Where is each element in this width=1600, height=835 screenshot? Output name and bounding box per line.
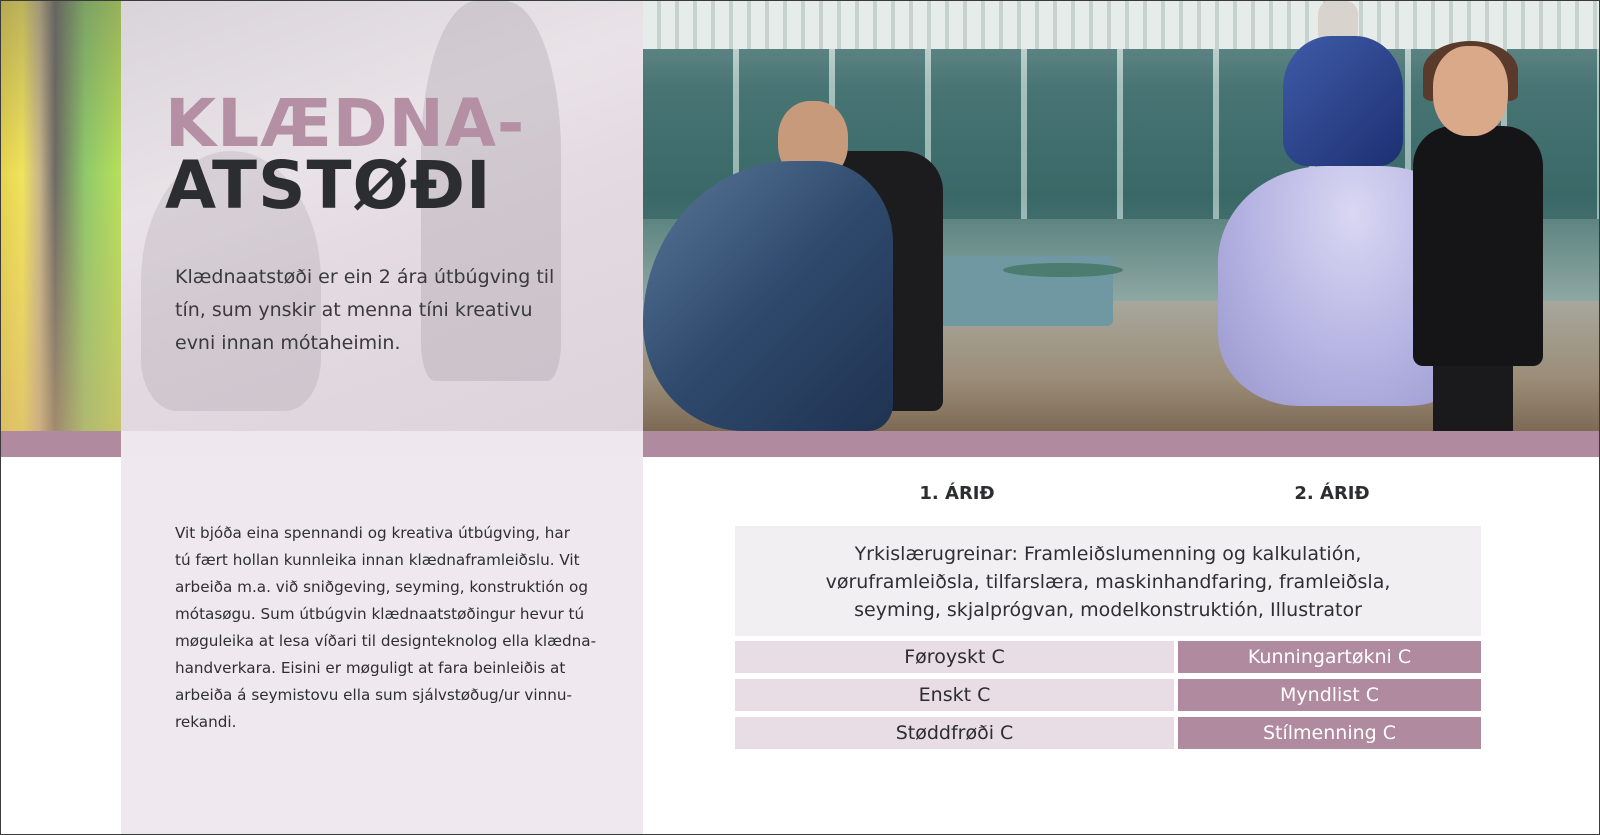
title-line-2: ATSTØÐI — [165, 147, 492, 224]
description-line: arbeiða á seymistovu ella sum sjálvstøðug/ur vinnu- — [175, 686, 572, 704]
year-1-subject: Støddfrøði C — [735, 717, 1174, 749]
description-line: rekandi. — [175, 713, 237, 731]
dress-bodice — [1283, 36, 1403, 166]
vocational-subjects-line: vøruframleiðsla, tilfarslæra, maskinhandfaring, framleiðsla, — [825, 571, 1391, 593]
vocational-subjects-line: Yrkislærugreinar: Framleiðslumenning og kalkulatión, — [854, 543, 1362, 565]
year-1-heading: 1. ÁRIÐ — [919, 483, 995, 504]
description-line: arbeiða m.a. við sniðgeving, seyming, konstruktión og — [175, 578, 588, 596]
teacher-figure — [1403, 46, 1553, 431]
purple-divider-band — [1, 431, 1600, 457]
title-line-1: KLÆDNA- — [165, 85, 526, 162]
intro-text: Klædnaatstøði er ein 2 ára útbúgving til tín, sum ynskir at menna tíni kreativu evni innan mótaheimin. — [175, 266, 555, 354]
year-2-subject: Stílmenning C — [1178, 717, 1481, 749]
description-line: tú fært hollan kunnleika innan klædnaframleiðslu. Vit — [175, 551, 580, 569]
teacher-legs — [1433, 356, 1513, 431]
year-2-subject: Kunningartøkni C — [1178, 641, 1481, 673]
teacher-body — [1413, 126, 1543, 366]
description-line: mótasøgu. Sum útbúgvin klædnaatstøðingur hevur tú — [175, 605, 585, 623]
left-photo-shade — [1, 1, 121, 431]
year-1-subject: Enskt C — [735, 679, 1174, 711]
description-line: Vit bjóða eina spennandi og kreativa útbúgving, har — [175, 524, 570, 542]
teacher-head — [1433, 46, 1508, 136]
page-title — [165, 85, 526, 224]
divider-light-segment — [121, 431, 643, 457]
description-text — [175, 520, 615, 736]
hero-table — [1003, 263, 1123, 277]
left-photo-strip — [1, 1, 121, 431]
year-2-heading: 2. ÁRIÐ — [1294, 483, 1370, 504]
description-line: handverkara. Eisini er møguligt at fara beinleiðis at — [175, 659, 566, 677]
subject-row — [735, 679, 1481, 711]
subject-row — [735, 641, 1481, 673]
vocational-subjects-box — [735, 526, 1481, 636]
subject-row — [735, 717, 1481, 749]
year-1-subject: Føroyskt C — [735, 641, 1174, 673]
description-line: møguleika at lesa víðari til designteknolog ella klædna- — [175, 632, 597, 650]
vocational-subjects-line: seyming, skjalprógvan, modelkonstruktión, Illustrator — [854, 599, 1362, 621]
year-2-subject: Myndlist C — [1178, 679, 1481, 711]
hero-photo — [643, 1, 1600, 431]
